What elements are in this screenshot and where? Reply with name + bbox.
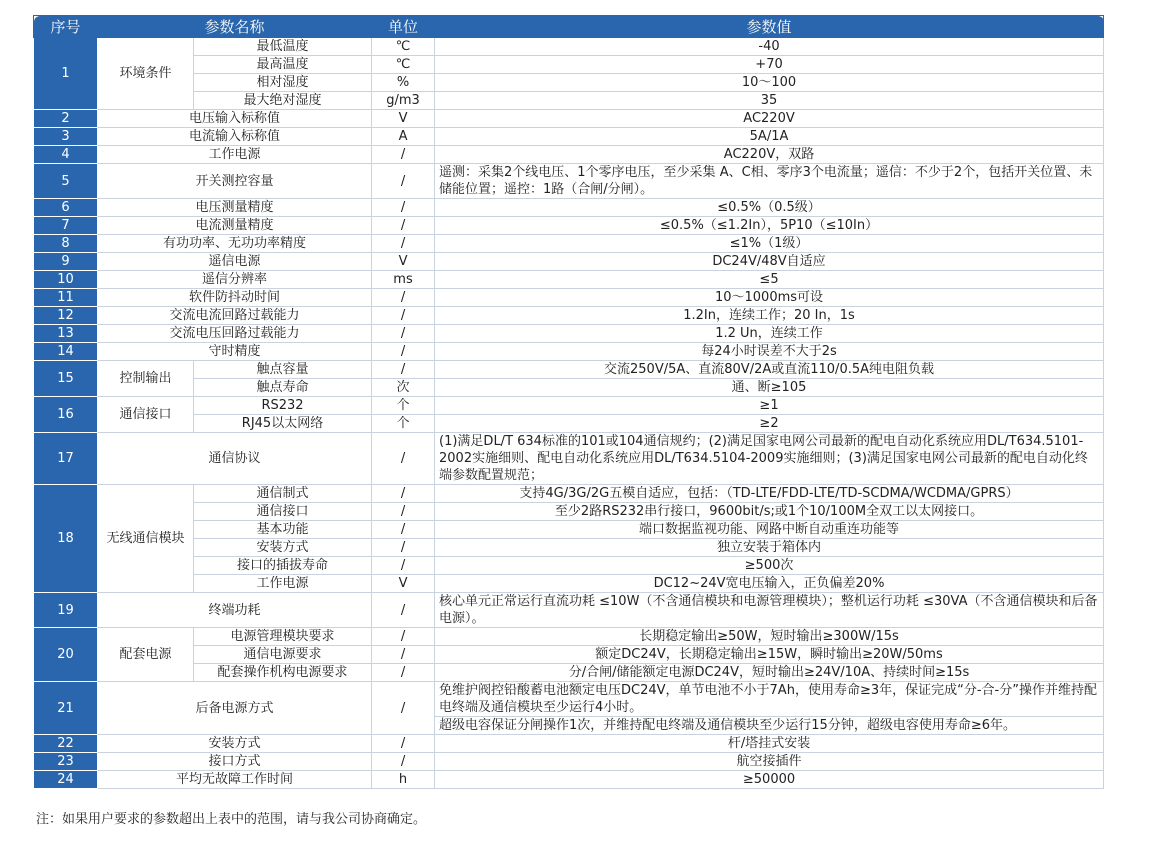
param-unit: / bbox=[372, 753, 435, 771]
param-value: 杆/塔挂式安装 bbox=[435, 735, 1104, 753]
param-unit: / bbox=[372, 217, 435, 235]
table-row bbox=[34, 664, 1104, 682]
header-no: 序号 bbox=[34, 16, 98, 38]
param-name: 开关测控容量 bbox=[98, 164, 372, 199]
param-value: 10～100 bbox=[435, 74, 1104, 92]
param-unit: / bbox=[372, 593, 435, 628]
row-number: 10 bbox=[34, 271, 98, 289]
table-row bbox=[34, 164, 1104, 199]
param-value: ≤0.5%（0.5级） bbox=[435, 199, 1104, 217]
param-value: 5A/1A bbox=[435, 128, 1104, 146]
param-name: 接口的插拔寿命 bbox=[194, 557, 372, 575]
row-number: 12 bbox=[34, 307, 98, 325]
row-number: 20 bbox=[34, 628, 98, 682]
param-value: 长期稳定输出≥50W，短时输出≥300W/15s bbox=[435, 628, 1104, 646]
row-number: 5 bbox=[34, 164, 98, 199]
group-name: 配套电源 bbox=[98, 628, 194, 682]
param-unit: V bbox=[372, 575, 435, 593]
row-number: 4 bbox=[34, 146, 98, 164]
table-row bbox=[34, 307, 1104, 325]
param-name: 工作电源 bbox=[194, 575, 372, 593]
param-value: ≥2 bbox=[435, 415, 1104, 433]
table-row bbox=[34, 575, 1104, 593]
param-value: ≤5 bbox=[435, 271, 1104, 289]
param-unit: / bbox=[372, 503, 435, 521]
table-row bbox=[34, 74, 1104, 92]
param-unit: / bbox=[372, 235, 435, 253]
param-unit: / bbox=[372, 164, 435, 199]
param-name: 电压输入标称值 bbox=[98, 110, 372, 128]
param-name: 基本功能 bbox=[194, 521, 372, 539]
table-row bbox=[34, 235, 1104, 253]
param-unit: / bbox=[372, 628, 435, 646]
param-name: RJ45以太网络 bbox=[194, 415, 372, 433]
param-value: 支持4G/3G/2G五模自适应，包括：（TD-LTE/FDD-LTE/TD-SCDMA/WCDMA/GPRS） bbox=[435, 485, 1104, 503]
table-row bbox=[34, 325, 1104, 343]
param-name: 电压测量精度 bbox=[98, 199, 372, 217]
param-unit: / bbox=[372, 682, 435, 735]
footnote: 注：如果用户要求的参数超出上表中的范围，请与我公司协商确定。 bbox=[36, 812, 427, 827]
param-unit: % bbox=[372, 74, 435, 92]
param-value: ≤1%（1级） bbox=[435, 235, 1104, 253]
table-row bbox=[34, 110, 1104, 128]
table-row bbox=[34, 485, 1104, 503]
param-unit: ℃ bbox=[372, 38, 435, 56]
row-number: 7 bbox=[34, 217, 98, 235]
row-number: 18 bbox=[34, 485, 98, 593]
param-unit: / bbox=[372, 361, 435, 379]
table-row bbox=[34, 521, 1104, 539]
table-row bbox=[34, 433, 1104, 485]
param-value: DC12~24V宽电压输入，正负偏差20% bbox=[435, 575, 1104, 593]
param-unit: V bbox=[372, 253, 435, 271]
row-number: 15 bbox=[34, 361, 98, 397]
row-number: 19 bbox=[34, 593, 98, 628]
param-unit: 次 bbox=[372, 379, 435, 397]
param-value: ≥500次 bbox=[435, 557, 1104, 575]
row-number: 13 bbox=[34, 325, 98, 343]
param-unit: / bbox=[372, 646, 435, 664]
param-unit: / bbox=[372, 539, 435, 557]
row-number: 14 bbox=[34, 343, 98, 361]
group-name: 通信接口 bbox=[98, 397, 194, 433]
group-name: 环境条件 bbox=[98, 38, 194, 110]
param-unit: 个 bbox=[372, 397, 435, 415]
param-value: AC220V bbox=[435, 110, 1104, 128]
table-row bbox=[34, 343, 1104, 361]
table-row bbox=[34, 128, 1104, 146]
param-unit: / bbox=[372, 433, 435, 485]
param-value: -40 bbox=[435, 38, 1104, 56]
param-name: 交流电压回路过载能力 bbox=[98, 325, 372, 343]
table-row bbox=[34, 397, 1104, 415]
table-row bbox=[34, 539, 1104, 557]
table-header bbox=[34, 16, 1104, 38]
param-name: 触点容量 bbox=[194, 361, 372, 379]
param-name: 平均无故障工作时间 bbox=[98, 771, 372, 789]
param-value: ≤0.5%（≤1.2In），5P10（≤10In） bbox=[435, 217, 1104, 235]
param-name: 遥信电源 bbox=[98, 253, 372, 271]
param-name: 最低温度 bbox=[194, 38, 372, 56]
param-name: 触点寿命 bbox=[194, 379, 372, 397]
param-unit: / bbox=[372, 485, 435, 503]
param-name: 通信协议 bbox=[98, 433, 372, 485]
param-value: 独立安装于箱体内 bbox=[435, 539, 1104, 557]
table-row bbox=[34, 682, 1104, 717]
table-row bbox=[34, 56, 1104, 74]
param-value: 通、断≥105 bbox=[435, 379, 1104, 397]
table-row bbox=[34, 646, 1104, 664]
param-name: 通信制式 bbox=[194, 485, 372, 503]
param-name: 配套操作机构电源要求 bbox=[194, 664, 372, 682]
param-unit: / bbox=[372, 557, 435, 575]
param-value: ≥1 bbox=[435, 397, 1104, 415]
param-value: 1.2In，连续工作；20 In，1s bbox=[435, 307, 1104, 325]
row-number: 2 bbox=[34, 110, 98, 128]
table-row bbox=[34, 271, 1104, 289]
param-name: 通信接口 bbox=[194, 503, 372, 521]
param-name: 最高温度 bbox=[194, 56, 372, 74]
row-number: 16 bbox=[34, 397, 98, 433]
row-number: 8 bbox=[34, 235, 98, 253]
row-number: 1 bbox=[34, 38, 98, 110]
row-number: 22 bbox=[34, 735, 98, 753]
table-row bbox=[34, 503, 1104, 521]
param-unit: / bbox=[372, 146, 435, 164]
param-name: 守时精度 bbox=[98, 343, 372, 361]
param-unit: g/m3 bbox=[372, 92, 435, 110]
table-row bbox=[34, 289, 1104, 307]
table-row bbox=[34, 628, 1104, 646]
param-name: 遥信分辨率 bbox=[98, 271, 372, 289]
param-name: 相对湿度 bbox=[194, 74, 372, 92]
param-unit: 个 bbox=[372, 415, 435, 433]
table-row bbox=[34, 753, 1104, 771]
param-value: AC220V，双路 bbox=[435, 146, 1104, 164]
param-value: 免维护阀控铅酸蓄电池额定电压DC24V，单节电池不小于7Ah，使用寿命≥3年，保证完成“分-合-分”操作并维持配电终端及通信模块至少运行4小时。 bbox=[435, 682, 1104, 717]
param-value: 1.2 Un，连续工作 bbox=[435, 325, 1104, 343]
param-unit: ms bbox=[372, 271, 435, 289]
param-name: 电流输入标称值 bbox=[98, 128, 372, 146]
param-unit: V bbox=[372, 110, 435, 128]
param-value: 交流250V/5A、直流80V/2A或直流110/0.5A纯电阻负载 bbox=[435, 361, 1104, 379]
table-row bbox=[34, 361, 1104, 379]
param-unit: / bbox=[372, 735, 435, 753]
param-unit: / bbox=[372, 343, 435, 361]
row-number: 6 bbox=[34, 199, 98, 217]
header-value: 参数值 bbox=[435, 16, 1104, 38]
row-number: 24 bbox=[34, 771, 98, 789]
param-unit: / bbox=[372, 664, 435, 682]
param-name: 交流电流回路过载能力 bbox=[98, 307, 372, 325]
param-value: 35 bbox=[435, 92, 1104, 110]
param-value: 核心单元正常运行直流功耗 ≤10W（不含通信模块和电源管理模块）；整机运行功耗 ≤30VA（不含通信模块和后备电源）。 bbox=[435, 593, 1104, 628]
param-value: DC24V/48V自适应 bbox=[435, 253, 1104, 271]
param-name: 接口方式 bbox=[98, 753, 372, 771]
table-row bbox=[34, 199, 1104, 217]
param-value: 额定DC24V，长期稳定输出≥15W，瞬时输出≥20W/50ms bbox=[435, 646, 1104, 664]
param-unit: / bbox=[372, 521, 435, 539]
param-unit: / bbox=[372, 199, 435, 217]
param-value: (1)满足DL/T 634标准的101或104通信规约；(2)满足国家电网公司最新的配电自动化系统应用DL/T634.5101-2002实施细则、配电自动化系统应用DL/T634.5104-2009实施细则；(3)满足国家电网公司最新的配电自动化终端参数配置规范； bbox=[435, 433, 1104, 485]
param-value: 超级电容保证分闸操作1次，并维持配电终端及通信模块至少运行15分钟，超级电容使用寿命≥6年。 bbox=[435, 717, 1104, 735]
table-row bbox=[34, 557, 1104, 575]
param-value: 分/合闸/储能额定电源DC24V，短时输出≥24V/10A、持续时间≥15s bbox=[435, 664, 1104, 682]
param-value: 至少2路RS232串行接口，9600bit/s;或1个10/100M全双工以太网接口。 bbox=[435, 503, 1104, 521]
param-value: +70 bbox=[435, 56, 1104, 74]
table-row bbox=[34, 735, 1104, 753]
param-name: 电流测量精度 bbox=[98, 217, 372, 235]
param-name: RS232 bbox=[194, 397, 372, 415]
param-name: 电源管理模块要求 bbox=[194, 628, 372, 646]
param-name: 终端功耗 bbox=[98, 593, 372, 628]
param-unit: h bbox=[372, 771, 435, 789]
row-number: 17 bbox=[34, 433, 98, 485]
table-row bbox=[34, 379, 1104, 397]
row-number: 21 bbox=[34, 682, 98, 735]
param-unit: / bbox=[372, 325, 435, 343]
param-unit: / bbox=[372, 307, 435, 325]
param-unit: ℃ bbox=[372, 56, 435, 74]
table-row bbox=[34, 92, 1104, 110]
param-name: 后备电源方式 bbox=[98, 682, 372, 735]
table-row bbox=[34, 146, 1104, 164]
param-name: 最大绝对湿度 bbox=[194, 92, 372, 110]
param-value: 每24小时误差不大于2s bbox=[435, 343, 1104, 361]
param-name: 工作电源 bbox=[98, 146, 372, 164]
table-row bbox=[34, 415, 1104, 433]
param-name: 安装方式 bbox=[194, 539, 372, 557]
param-unit: A bbox=[372, 128, 435, 146]
param-value: ≥50000 bbox=[435, 771, 1104, 789]
header-unit: 单位 bbox=[372, 16, 435, 38]
param-value: 航空接插件 bbox=[435, 753, 1104, 771]
param-value: 10～1000ms可设 bbox=[435, 289, 1104, 307]
param-name: 安装方式 bbox=[98, 735, 372, 753]
row-number: 9 bbox=[34, 253, 98, 271]
parameter-table bbox=[33, 15, 1104, 789]
row-number: 11 bbox=[34, 289, 98, 307]
row-number: 3 bbox=[34, 128, 98, 146]
param-name: 有功功率、无功功率精度 bbox=[98, 235, 372, 253]
group-name: 控制输出 bbox=[98, 361, 194, 397]
param-value: 端口数据监视功能、网路中断自动重连功能等 bbox=[435, 521, 1104, 539]
header-name: 参数名称 bbox=[98, 16, 372, 38]
table-row bbox=[34, 771, 1104, 789]
table-row bbox=[34, 217, 1104, 235]
param-value: 遥测：采集2个线电压、1个零序电压，至少采集 A、C相、零序3个电流量；遥信：不少于2个，包括开关位置、未储能位置；遥控：1路（合闸/分闸）。 bbox=[435, 164, 1104, 199]
table-row bbox=[34, 593, 1104, 628]
table-row bbox=[34, 253, 1104, 271]
table-row bbox=[34, 38, 1104, 56]
param-unit: / bbox=[372, 289, 435, 307]
row-number: 23 bbox=[34, 753, 98, 771]
param-name: 通信电源要求 bbox=[194, 646, 372, 664]
group-name: 无线通信模块 bbox=[98, 485, 194, 593]
param-name: 软件防抖动时间 bbox=[98, 289, 372, 307]
